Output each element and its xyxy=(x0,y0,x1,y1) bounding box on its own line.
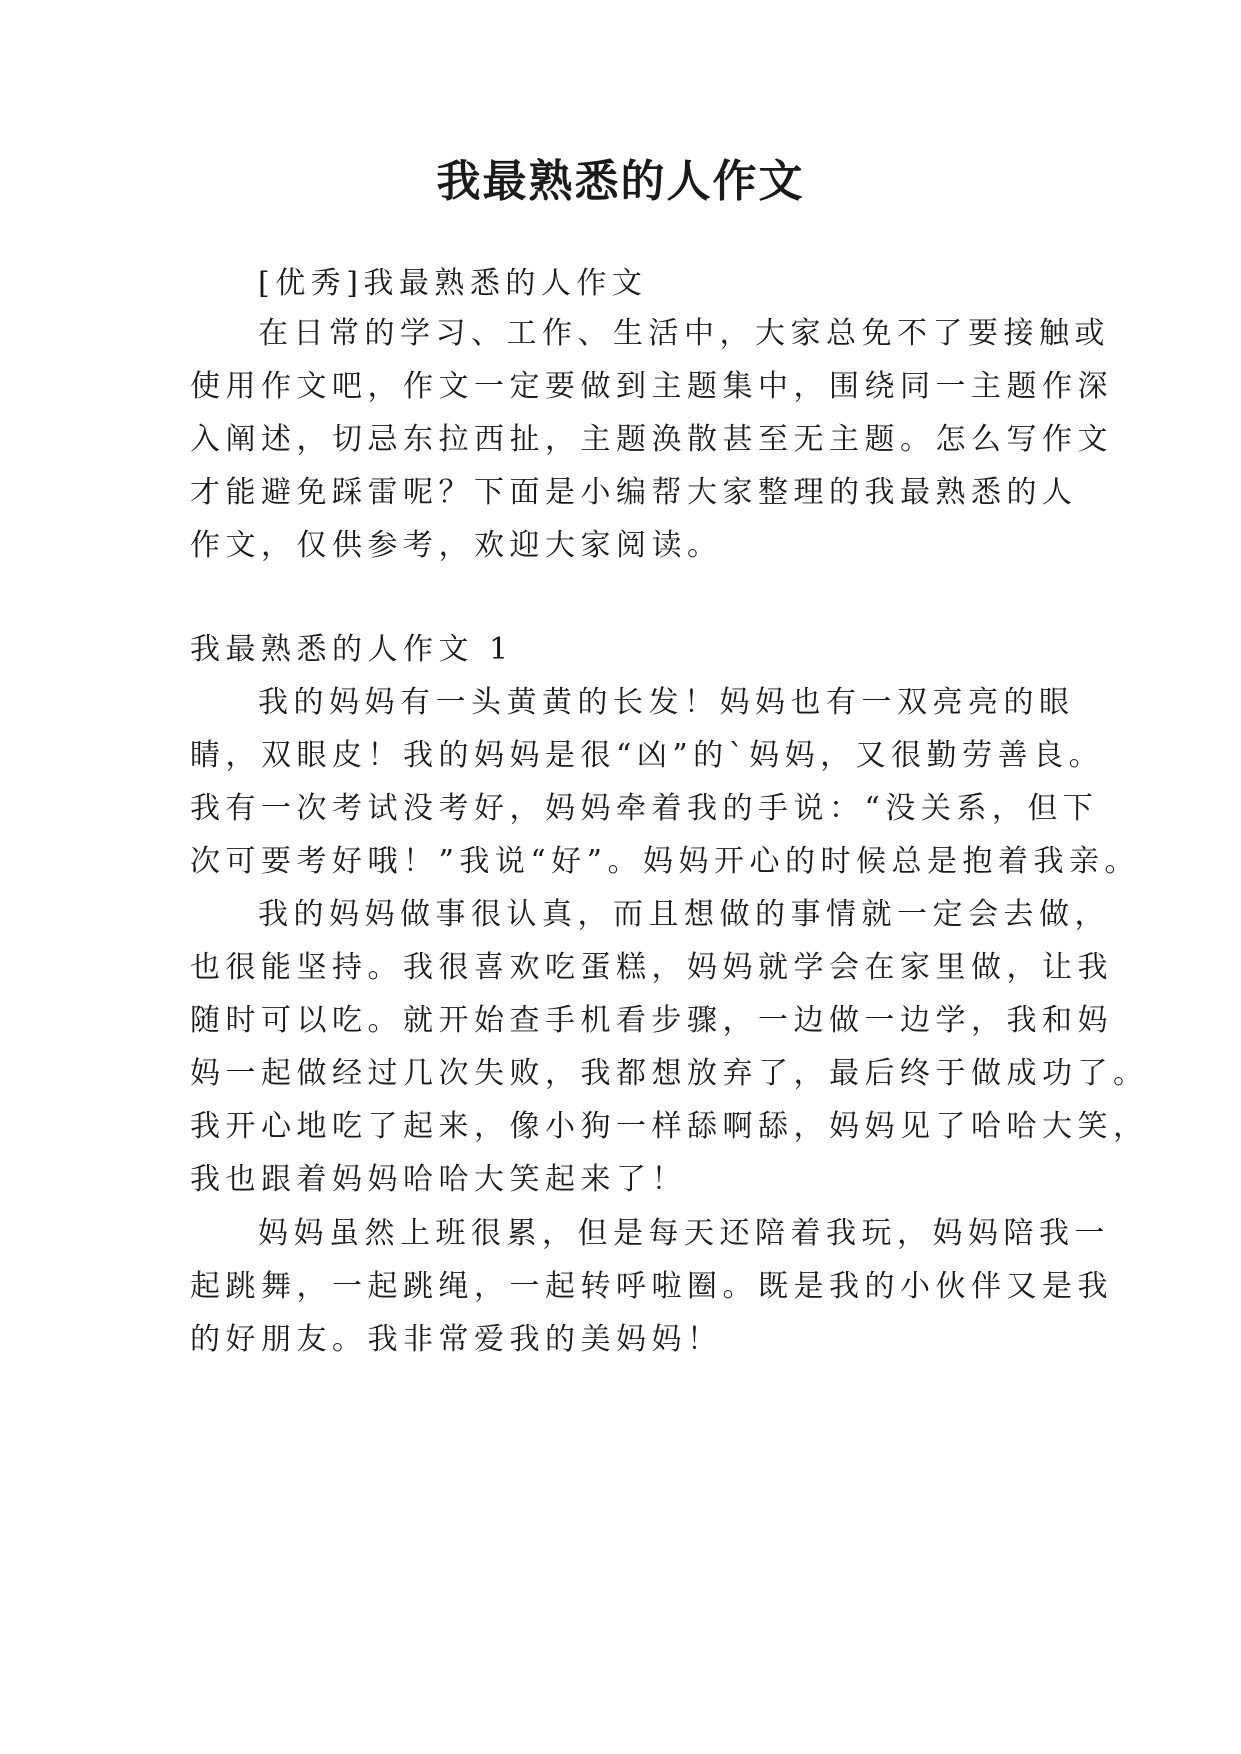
body-line: 我开心地吃了起来，像小狗一样舔啊舔，妈妈见了哈哈大笑， xyxy=(190,1109,1149,1144)
body-line: 我的妈妈做事很认真，而且想做的事情就一定会去做， xyxy=(258,897,1110,932)
intro-heading: [优秀]我最熟悉的人作文 xyxy=(258,266,648,301)
body-line: 入阐述，切忌东拉西扯，主题涣散甚至无主题。怎么写作文 xyxy=(190,422,1113,457)
body-line: 我的妈妈有一头黄黄的长发！妈妈也有一双亮亮的眼 xyxy=(258,685,1075,720)
body-line: 使用作文吧，作文一定要做到主题集中，围绕同一主题作深 xyxy=(190,369,1113,404)
body-line: 睛，双眼皮！我的妈妈是很“凶”的`妈妈，又很勤劳善良。 xyxy=(190,738,1105,773)
body-line: 作文，仅供参考，欢迎大家阅读。 xyxy=(190,528,723,563)
body-line: 随时可以吃。就开始查手机看步骤，一边做一边学，我和妈 xyxy=(190,1003,1113,1038)
body-line: 在日常的学习、工作、生活中，大家总免不了要接触或 xyxy=(258,316,1110,351)
body-line: 起跳舞，一起跳绳，一起转呼啦圈。既是我的小伙伴又是我 xyxy=(190,1269,1113,1304)
body-line: 我有一次考试没考好，妈妈牵着我的手说：“没关系，但下 xyxy=(190,791,1099,826)
section-heading: 我最熟悉的人作文 1 xyxy=(190,632,514,667)
body-line: 次可要考好哦！”我说“好”。妈妈开心的时候总是抱着我亲。 xyxy=(190,844,1141,879)
body-line: 我也跟着妈妈哈哈大笑起来了！ xyxy=(190,1162,687,1197)
body-line: 妈一起做经过几次失败，我都想放弃了，最后终于做成功了。 xyxy=(190,1056,1149,1091)
body-line: 才能避免踩雷呢？下面是小编帮大家整理的我最熟悉的人 xyxy=(190,475,1078,510)
document-title: 我最熟悉的人作文 xyxy=(436,156,805,207)
body-line: 妈妈虽然上班很累，但是每天还陪着我玩，妈妈陪我一 xyxy=(258,1216,1110,1251)
body-line: 也很能坚持。我很喜欢吃蛋糕，妈妈就学会在家里做，让我 xyxy=(190,950,1113,985)
body-line: 的好朋友。我非常爱我的美妈妈！ xyxy=(190,1322,723,1357)
